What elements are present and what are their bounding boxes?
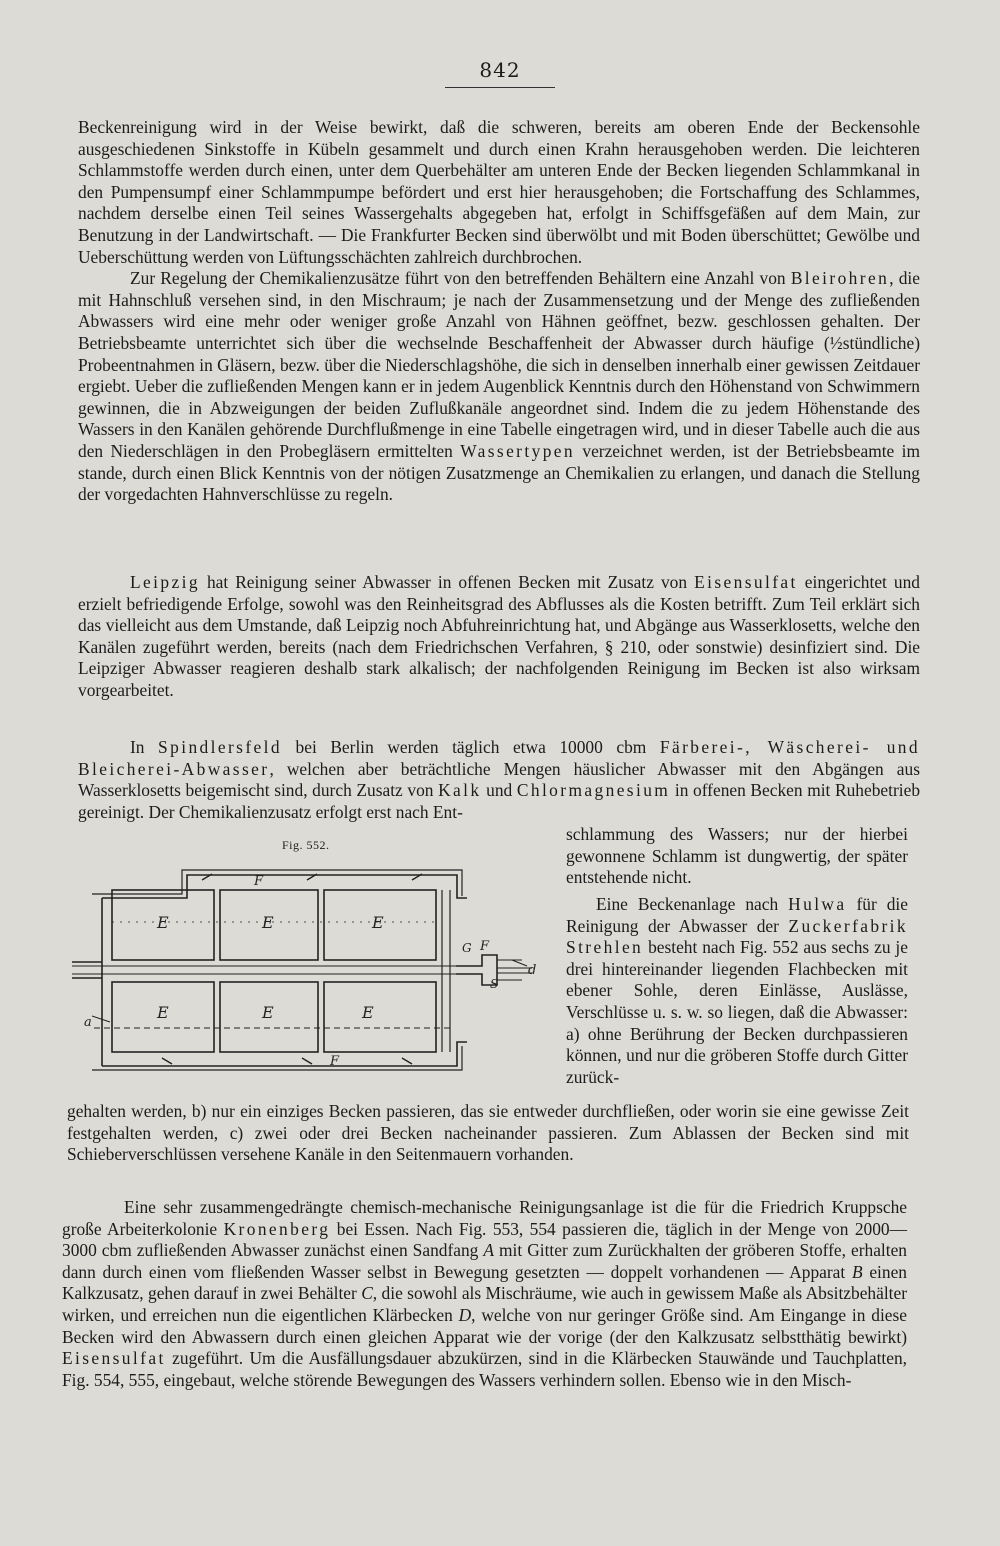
text-run: Eine sehr zusammengedrängte chemisch-mechanische Reinigungsanlage ist die für die Friedrich Kruppsche große Arbeiterkolonie: [62, 1197, 907, 1239]
basin-label-3: E: [372, 913, 384, 932]
text-block-frankfurt: [78, 117, 920, 506]
letter-a: A: [483, 1240, 494, 1261]
text-run: bei Berlin werden täglich etwa 10000 cbm: [281, 737, 660, 757]
paragraph-spindlersfeld: [78, 737, 920, 823]
page-number: 842: [479, 58, 521, 82]
inlet-letter: a: [84, 1015, 92, 1030]
label-right-f: F: [480, 939, 490, 954]
basin-label-4: E: [157, 1003, 169, 1022]
figure-552-basin-plan: [72, 860, 552, 1080]
paragraph-chemical-regulation: [78, 268, 920, 506]
text-run: besteht nach Fig. 552 aus sechs zu je drei hintereinander liegenden Flachbecken mit ebener Sohle, deren Einlässe, Auslässe, Verschlüsse u. s. w. so liegen, daß die Abwasser: a) ohne Berührung der Becken durchpassieren können, und nur die gröberen Stoffe durch Gitter zurück-: [566, 937, 908, 1087]
text-block-kronenberg: [62, 1197, 907, 1391]
emphasis-leipzig: Leipzig: [130, 572, 200, 592]
emphasis-bleirohren: Bleirohren: [790, 268, 890, 289]
basin-label-5: E: [262, 1003, 274, 1022]
text-run: , welche von nur geringer Größe sind. Am Eingange in diese Becken wird den Abwassern durch einen gleichen Apparat wie der vorige (der den Kalkzusatz selbstthätig bewirkt): [62, 1304, 907, 1347]
text-run: hat Reinigung seiner Abwasser in offenen Becken mit Zusatz von: [199, 572, 695, 592]
label-right-g: G: [462, 941, 472, 955]
emphasis-kalk: Kalk: [438, 780, 482, 801]
text-block-leipzig: [78, 572, 920, 702]
text-run: verzeichnet werden, ist der Betriebsbeamte im stande, durch einen Blick Kenntnis von der nötigen Zusatzmenge an Chemikalien zu erlangen, und danach die Stellung der vorgedachten Hahnverschlüsse zu regeln.: [78, 440, 920, 505]
text-block-hulwa-continued: [67, 1101, 909, 1166]
text-run: , die mit Hahnschluß versehen sind, in den Mischraum; je nach der Zusammensetzung und der Menge des zufließenden Abwassers wird eine mehr oder weniger große Anzahl von Hähnen geöffnet, bezw. geschlossen gehalten. Der Betriebsbeamte unterrichtet sich über die wechselnde Beschaffenheit der Abwasser durch häufige (½stündliche) Probeentnahmen in Gläsern, bezw. über die Niederschlagshöhe, die sich in denselben innerhalb einer gewissen Zeitdauer ergiebt. Ueber die zufließenden Mengen kann er in jedem Augenblick Kenntnis durch den Höhenstand von Schwimmern gewinnen, die in Abzweigungen der beiden Zuflußkanäle angeordnet sind. Indem die zu jedem Höhenstande des Wassers in den Kanälen gehörende Durchflußmenge in eine Tabelle eingetragen wird, und in dieser Tabelle auch die aus den Niederschlägen in den Probegläsern ermittelten: [78, 268, 920, 461]
text-run: , welchen aber beträchtliche Mengen häuslicher Abwasser mit den Abgängen aus Wasserklosetts beigemischt sind, durch Zusatz von: [78, 758, 920, 801]
text-wrap-schlammung: schlammung des Wassers; nur der hierbei gewonnene Schlamm ist dungwertig, der später entstehende nicht.: [566, 824, 908, 888]
label-right-s: S: [490, 977, 499, 991]
text-run: zugeführt. Um die Ausfällungsdauer abzukürzen, sind in die Klärbecken Stauwände und Tauchplatten, Fig. 554, 555, eingebaut, welche störende Bewegungen des Wassers verhindern sollen. Ebenso wie in den Misch-: [62, 1348, 907, 1390]
gate-label-top: F: [254, 874, 264, 889]
letter-b: B: [851, 1261, 863, 1282]
text-run: bei Essen. Nach Fig. 553, 554 passieren die, täglich in der Menge von 2000—3000 cbm zufließenden Abwasser zunächst einen Sandfang: [62, 1218, 907, 1261]
text-run: mit Gitter zum Zurückhalten der gröberen Stoffe, erhalten dann durch einen vom fließenden Wasser selbst in Bewegung gesetzten — doppelt vorhandenen — Apparat: [62, 1240, 907, 1282]
text-run: einen Kalkzusatz, gehen darauf in zwei Behälter: [62, 1261, 907, 1304]
emphasis-kronenberg: Kronenberg: [223, 1218, 331, 1239]
paragraph-hulwa-continued: gehalten werden, b) nur ein einziges Becken passieren, das sie entweder durchfließen, oder worin sie eine gewisse Zeit festgehalten werden, c) zwei oder drei Becken nacheinander passieren. Zum Ablassen der Becken sind mit Schieberverschlüssen versehene Kanäle in den Seitenmauern vorhanden.: [67, 1101, 909, 1165]
text-block-spindlersfeld: [78, 737, 920, 823]
text-run: eingerichtet und erzielt befriedigende Erfolge, sowohl was den Reinheitsgrad des Abflusses als die Kosten betrifft. Zum Teil erklärt sich das vielleicht aus dem Umstande, daß Leipzig noch Abfuhreinrichtung hat, und Abgänge aus Wasserklosetts, welche den Kanälen zugeführt werden, bereits (nach dem Friedrichschen Verfahren, § 210, oder sonstwie) desinfiziert sind. Die Leipziger Abwasser reagieren deshalb stark alkalisch; der nachfolgenden Reinigung im Becken ist also wirksam vorgearbeitet.: [78, 572, 920, 700]
letter-c: C: [361, 1283, 373, 1304]
letter-d: D: [458, 1304, 472, 1325]
figure-caption: Fig. 552.: [282, 838, 330, 852]
paragraph-leipzig: [78, 572, 920, 702]
text-run: und: [481, 780, 517, 801]
text-run: in offenen Becken mit Ruhebetrieb gereinigt. Der Chemikalienzusatz erfolgt erst nach Ent-: [78, 780, 921, 822]
emphasis-hulwa: Hulwa: [788, 894, 847, 914]
emphasis-chlormagnesium: Chlormagnesium: [516, 780, 671, 801]
emphasis-abwasser-types: Färberei-, Wäscherei- und Bleicherei-Abwasser: [78, 737, 920, 779]
outlet-letter: d: [528, 963, 537, 978]
emphasis-eisensulfat-2: Eisensulfat: [62, 1348, 166, 1369]
emphasis-spindlersfeld: Spindlersfeld: [158, 737, 282, 757]
basin-label-1: E: [157, 913, 169, 932]
emphasis-eisensulfat: Eisensulfat: [694, 572, 798, 592]
gate-label-bottom: F: [330, 1054, 340, 1069]
text-wrap-hulwa: [566, 894, 908, 1088]
text-run: In: [130, 737, 159, 757]
paragraph-basin-cleaning: Beckenreinigung wird in der Weise bewirkt, daß die schweren, bereits am oberen Ende der Beckensohle ausgeschiedenen Sinkstoffe in Kübeln gesammelt und durch einen Krahn herausgehoben werden. Die leichteren Schlammstoffe werden durch einen, unter dem Querbehälter am unteren Ende der Becken liegenden Schlammkanal in den Pumpensumpf einer Schlammpumpe befördert und erst hier herausgehoben; die Fortschaffung des Schlammes, nachdem derselbe einen Teil seines Wassergehalts abgegeben hat, erfolgt in Schiffsgefäßen auf dem Main, zur Benutzung in der Landwirtschaft. — Die Frankfurter Becken sind überwölbt und mit Boden überschüttet; Gewölbe und Ueberschüttung werden von Lüftungsschächten zahlreich durchbrochen.: [78, 117, 920, 267]
text-run: für die Reinigung der Abwasser der: [566, 894, 908, 936]
text-run: , die sowohl als Mischräume, wie auch in gewissem Maße als Absitzbehälter wirken, und erreichen nun die eigentlichen Klärbecken: [62, 1283, 907, 1325]
paragraph-kronenberg: [62, 1197, 907, 1391]
basin-label-6: E: [362, 1003, 374, 1022]
page-number-rule: [445, 87, 555, 88]
text-run: Zur Regelung der Chemikalienzusätze führt von den betreffenden Behältern eine Anzahl von: [130, 268, 791, 289]
basin-label-2: E: [262, 913, 274, 932]
text-run: Eine Beckenanlage nach: [596, 894, 789, 914]
emphasis-zuckerfabrik: Zuckerfabrik Strehlen: [566, 915, 908, 958]
emphasis-wassertypen: Wassertypen: [460, 440, 576, 461]
